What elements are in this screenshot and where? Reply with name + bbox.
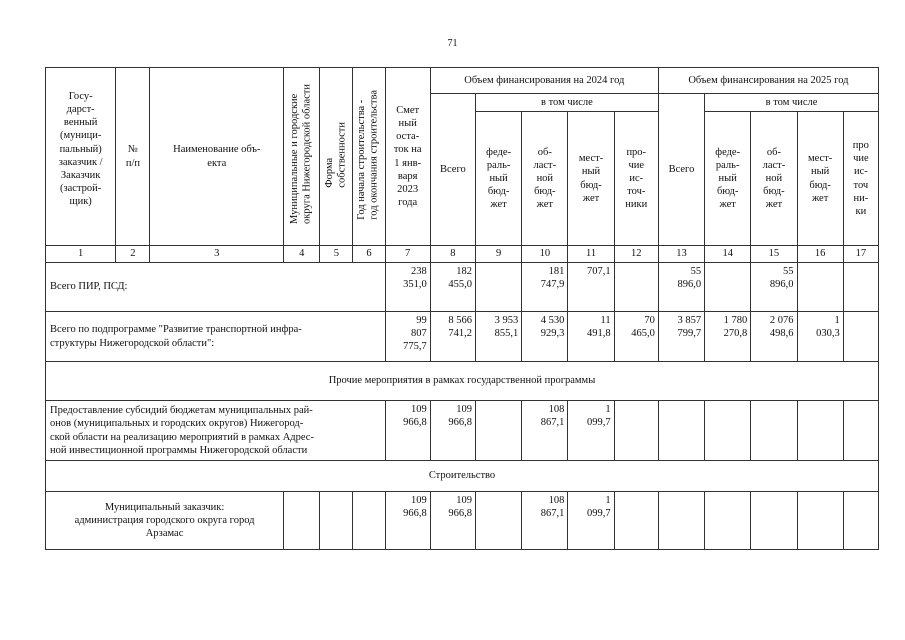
column-number: 15	[751, 246, 797, 263]
cell-c6	[353, 492, 385, 550]
cell-c9	[475, 263, 521, 312]
header-total-2024: Всего	[430, 94, 475, 246]
page-number: 71	[447, 38, 458, 49]
column-number: 3	[150, 246, 284, 263]
cell-c14: 1 780 270,8	[705, 312, 751, 362]
header-financing-2024: Объем финансирования на 2024 год	[430, 68, 658, 94]
header-other-2025: про чие ис- точ ни- ки	[843, 112, 878, 246]
cell-c10: 108 867,1	[522, 492, 568, 550]
table-row-subprogram	[46, 312, 879, 362]
header-customer: Госу- дарст- венный (муници- пальный) заказчик / Заказчик (застрой- щик)	[46, 68, 116, 246]
row-label-subprogram: Всего по подпрограмме "Развитие транспортной инфра- структуры Нижегородской области":	[46, 312, 386, 362]
cell-c9	[475, 492, 521, 550]
cell-c10: 108 867,1	[522, 401, 568, 461]
header-municipal-districts: Муниципальные и городские округа Нижегородской области	[284, 68, 320, 246]
cell-c17	[843, 312, 878, 362]
cell-c12	[614, 263, 658, 312]
header-local-2025: мест- ный бюд- жет	[797, 112, 843, 246]
cell-c8: 182 455,0	[430, 263, 475, 312]
header-regional-2024: об- ласт- ной бюд- жет	[522, 112, 568, 246]
cell-c8: 109 966,8	[430, 492, 475, 550]
column-number: 6	[353, 246, 385, 263]
table-row-construction	[46, 461, 879, 492]
cell-c15: 55 896,0	[751, 263, 797, 312]
column-number: 2	[116, 246, 150, 263]
column-number: 8	[430, 246, 475, 263]
row-label-pir: Всего ПИР, ПСД:	[46, 263, 386, 312]
header-total-2025: Всего	[658, 94, 704, 246]
section-heading-other-activities: Прочие мероприятия в рамках государственной программы	[46, 362, 879, 401]
column-number: 5	[320, 246, 353, 263]
cell-c17	[843, 492, 878, 550]
column-number: 1	[46, 246, 116, 263]
header-financing-2025: Объем финансирования на 2025 год	[658, 68, 878, 94]
column-number: 10	[522, 246, 568, 263]
cell-c15	[751, 401, 797, 461]
cell-c11: 707,1	[568, 263, 614, 312]
cell-c12	[614, 492, 658, 550]
header-estimated-balance: Смет ный оста- ток на 1 янв- варя 2023 года	[385, 68, 430, 246]
table-row-customer	[46, 492, 879, 550]
cell-c13	[658, 492, 704, 550]
column-number-row	[46, 246, 879, 263]
column-number: 17	[843, 246, 878, 263]
cell-c5	[320, 492, 353, 550]
cell-c12: 70 465,0	[614, 312, 658, 362]
cell-c16	[797, 401, 843, 461]
cell-c14	[705, 401, 751, 461]
header-ownership-form: Форма собственности	[320, 68, 353, 246]
cell-c9: 3 953 855,1	[475, 312, 521, 362]
header-construction-years: Год начала строительства - год окончания строительства	[353, 68, 385, 246]
row-label-subsidy: Предоставление субсидий бюджетам муниципальных рай- онов (муниципальных и городских округов) Нижегород- ской области на реализацию мероприятий в рамках Адрес- ной инвестиционной программы Нижегородской области	[46, 401, 386, 461]
header-other-2024: про- чие ис- точ- ники	[614, 112, 658, 246]
cell-c8: 109 966,8	[430, 401, 475, 461]
cell-c16: 1 030,3	[797, 312, 843, 362]
header-including-2025: в том числе	[705, 94, 879, 112]
column-number: 9	[475, 246, 521, 263]
cell-c8: 8 566 741,2	[430, 312, 475, 362]
cell-c13: 55 896,0	[658, 263, 704, 312]
cell-c17	[843, 263, 878, 312]
header-number: № п/п	[116, 68, 150, 246]
header-local-2024: мест- ный бюд- жет	[568, 112, 614, 246]
cell-c7: 238 351,0	[385, 263, 430, 312]
table-row-subsidy	[46, 401, 879, 461]
table-row-section	[46, 362, 879, 401]
cell-c10: 181 747,9	[522, 263, 568, 312]
column-number: 13	[658, 246, 704, 263]
cell-c13	[658, 401, 704, 461]
header-regional-2025: об- ласт- ной бюд- жет	[751, 112, 797, 246]
cell-c11: 1 099,7	[568, 492, 614, 550]
cell-c10: 4 530 929,3	[522, 312, 568, 362]
cell-c7: 99 807 775,7	[385, 312, 430, 362]
cell-c11: 1 099,7	[568, 401, 614, 461]
column-number: 7	[385, 246, 430, 263]
cell-c13: 3 857 799,7	[658, 312, 704, 362]
cell-c15: 2 076 498,6	[751, 312, 797, 362]
cell-c7: 109 966,8	[385, 492, 430, 550]
cell-c15	[751, 492, 797, 550]
column-number: 14	[705, 246, 751, 263]
row-label-customer: Муниципальный заказчик: администрация городского округа город Арзамас	[46, 492, 284, 550]
table-row-pir	[46, 263, 879, 312]
header-including-2024: в том числе	[475, 94, 658, 112]
header-object-name: Наименование объ- екта	[150, 68, 284, 246]
cell-c9	[475, 401, 521, 461]
column-number: 4	[284, 246, 320, 263]
cell-c4	[284, 492, 320, 550]
cell-c7: 109 966,8	[385, 401, 430, 461]
column-number: 16	[797, 246, 843, 263]
cell-c11: 11 491,8	[568, 312, 614, 362]
cell-c12	[614, 401, 658, 461]
cell-c17	[843, 401, 878, 461]
cell-c16	[797, 492, 843, 550]
cell-c16	[797, 263, 843, 312]
cell-c14	[705, 492, 751, 550]
column-number: 12	[614, 246, 658, 263]
header-federal-2025: феде- раль- ный бюд- жет	[705, 112, 751, 246]
header-federal-2024: феде- раль- ный бюд- жет	[475, 112, 521, 246]
section-heading-construction: Строительство	[46, 461, 879, 492]
cell-c14	[705, 263, 751, 312]
financing-table	[45, 67, 879, 550]
column-number: 11	[568, 246, 614, 263]
